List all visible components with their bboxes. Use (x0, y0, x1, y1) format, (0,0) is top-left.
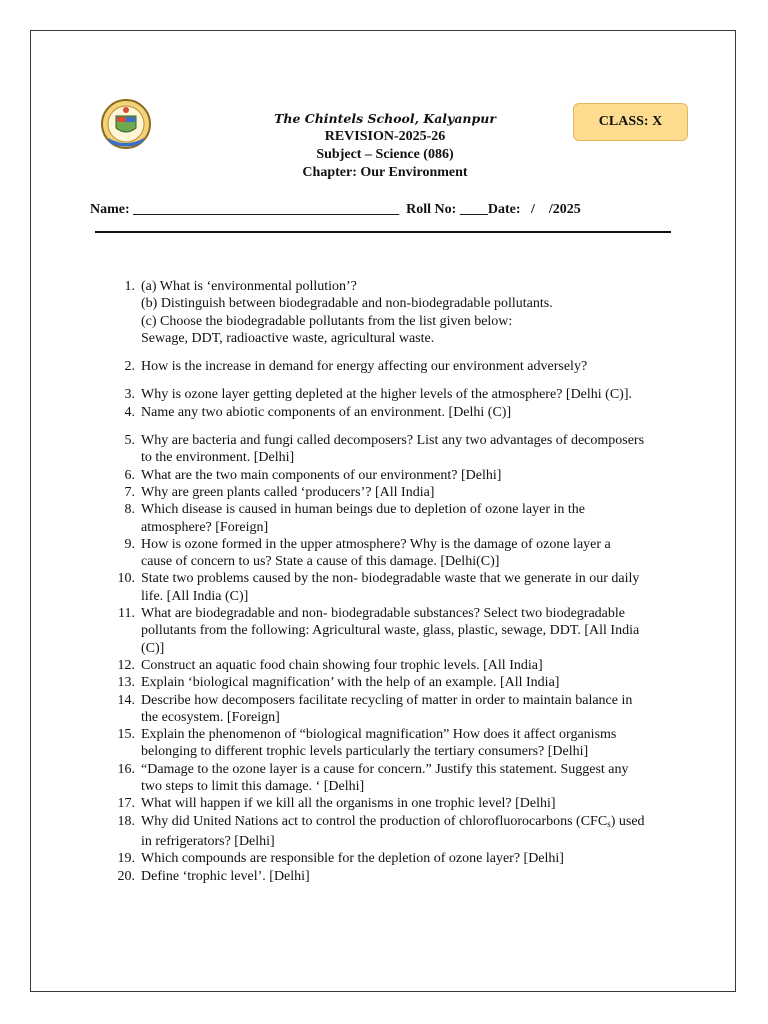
question-item (110, 657, 690, 674)
question-text (141, 386, 690, 403)
question-line: Describe how decomposers facilitate recycling of matter in order to maintain balance in (141, 692, 633, 708)
question-line: the ecosystem. [Foreign] (141, 709, 280, 725)
question-item (110, 467, 690, 484)
question-item (110, 404, 690, 421)
question-number: 19. (117, 851, 135, 867)
question-text (141, 605, 690, 657)
question-line: Explain the phenomenon of “biological magnification” How does it affect organisms (141, 727, 617, 743)
date-label: Date: (487, 202, 521, 217)
question-line: Why are bacteria and fungi called decomposers? List any two advantages of decomposers (141, 433, 645, 449)
question-text (141, 501, 690, 536)
question-number: 3. (124, 387, 135, 403)
question-text (141, 795, 690, 812)
question-line: Name any two abiotic components of an environment. [Delhi (C)] (141, 404, 512, 420)
question-line: Which disease is caused in human beings due to depletion of ozone layer in the (141, 502, 585, 518)
question-item (110, 536, 690, 571)
question-text (141, 358, 690, 375)
question-number: 18. (117, 813, 135, 829)
question-number: 17. (117, 796, 135, 812)
question-item (110, 570, 690, 605)
student-info-line (90, 202, 690, 218)
question-text (141, 570, 690, 605)
question-number: 12. (117, 657, 135, 673)
question-text (141, 404, 690, 421)
question-number: 20. (117, 868, 135, 884)
header-divider (95, 231, 671, 233)
question-text (141, 868, 690, 885)
question-number: 1. (124, 279, 135, 294)
question-number: 11. (118, 606, 135, 622)
question-text (141, 850, 690, 867)
question-number: 7. (124, 484, 135, 500)
name-label: Name: (90, 202, 130, 217)
question-line: What are the two main components of our environment? [Delhi] (141, 467, 502, 483)
question-item (110, 726, 690, 761)
question-item (110, 278, 690, 347)
question-number: 4. (124, 404, 135, 420)
question-line: Which compounds are responsible for the depletion of ozone layer? [Delhi] (141, 851, 564, 867)
question-line: What are biodegradable and non- biodegradable substances? Select two biodegradable (141, 606, 625, 622)
question-line: to the environment. [Delhi] (141, 450, 295, 466)
question-number: 10. (117, 571, 135, 587)
question-text (141, 692, 690, 727)
question-item (110, 795, 690, 812)
question-item (110, 386, 690, 403)
question-line: (c) Choose the biodegradable pollutants from the list given below: (141, 313, 513, 329)
question-line: in refrigerators? [Delhi] (141, 833, 275, 849)
question-line: What will happen if we kill all the organisms in one trophic level? [Delhi] (141, 796, 556, 812)
date-value: / /2025 (530, 202, 581, 217)
chapter-line: Chapter: Our Environment (302, 165, 468, 180)
class-label: CLASS: X (598, 114, 663, 129)
revision-title: REVISION-2025-26 (324, 129, 446, 144)
question-item (110, 432, 690, 467)
question-line: Construct an aquatic food chain showing four trophic levels. [All India] (141, 657, 543, 673)
question-text (141, 278, 690, 347)
question-line: Why are green plants called ‘producers’? [All India] (141, 484, 435, 500)
question-text (141, 467, 690, 484)
question-number: 9. (124, 536, 135, 552)
roll-label: Roll No: (406, 202, 457, 217)
question-line: belonging to different trophic levels particularly the tertiary consumers? [Delhi] (141, 744, 589, 760)
question-item (110, 484, 690, 501)
question-line: cause of concern to us? State a cause of this damage. [Delhi(C)] (141, 554, 500, 570)
question-text (141, 657, 690, 674)
class-badge (573, 103, 688, 141)
name-blank: ______________________________________ (133, 202, 400, 217)
header-block (250, 110, 520, 182)
question-text (141, 674, 690, 691)
question-number: 6. (124, 467, 135, 483)
question-number: 16. (117, 761, 135, 777)
question-number: 15. (117, 727, 135, 743)
question-number: 8. (124, 502, 135, 518)
question-line: (C)] (141, 640, 165, 656)
question-line: How is the increase in demand for energy affecting our environment adversely? (141, 359, 588, 375)
school-crest-icon (100, 98, 152, 150)
question-line: atmosphere? [Foreign] (141, 519, 269, 535)
question-item (110, 761, 690, 796)
question-text (141, 813, 690, 851)
question-item (110, 501, 690, 536)
question-line: pollutants from the following: Agricultural waste, glass, plastic, sewage, DDT. [All India (141, 623, 640, 639)
question-item (110, 674, 690, 691)
question-item (110, 358, 690, 375)
question-line: Explain ‘biological magnification’ with the help of an example. [All India] (141, 675, 560, 691)
question-text (141, 432, 690, 467)
question-text (141, 536, 690, 571)
question-line: Define ‘trophic level’. [Delhi] (141, 868, 310, 884)
question-line: two steps to limit this damage. ‘ [Delhi] (141, 779, 365, 795)
question-line: Why is ozone layer getting depleted at the higher levels of the atmosphere? [Delhi (C)]. (141, 387, 632, 403)
school-name: The Chintels School, Kalyanpur (274, 111, 496, 126)
question-line: Sewage, DDT, radioactive waste, agricultural waste. (141, 330, 435, 346)
question-number: 14. (117, 692, 135, 708)
question-item (110, 868, 690, 885)
roll-blank: ____ (459, 202, 488, 217)
subject-line: Subject – Science (086) (316, 147, 454, 162)
question-line: “Damage to the ozone layer is a cause for concern.” Justify this statement. Suggest any (141, 761, 629, 777)
question-text (141, 761, 690, 796)
question-text (141, 484, 690, 501)
question-number: 2. (124, 359, 135, 375)
question-item (110, 605, 690, 657)
question-line: (b) Distinguish between biodegradable and non-biodegradable pollutants. (141, 296, 553, 312)
question-line: How is ozone formed in the upper atmosphere? Why is the damage of ozone layer a (141, 536, 611, 552)
question-text (141, 726, 690, 761)
question-item (110, 692, 690, 727)
question-list (110, 278, 690, 885)
question-line: Why did United Nations act to control the production of chlorofluorocarbons $(CFC_s)$ used (141, 813, 645, 829)
question-number: 13. (117, 675, 135, 691)
question-line: life. [All India (C)] (141, 588, 249, 604)
question-item (110, 813, 690, 851)
question-number: 5. (124, 433, 135, 449)
question-line: State two problems caused by the non- biodegradable waste that we generate in our daily (141, 571, 640, 587)
question-line: (a) What is ‘environmental pollution’? (141, 279, 357, 294)
question-item (110, 850, 690, 867)
